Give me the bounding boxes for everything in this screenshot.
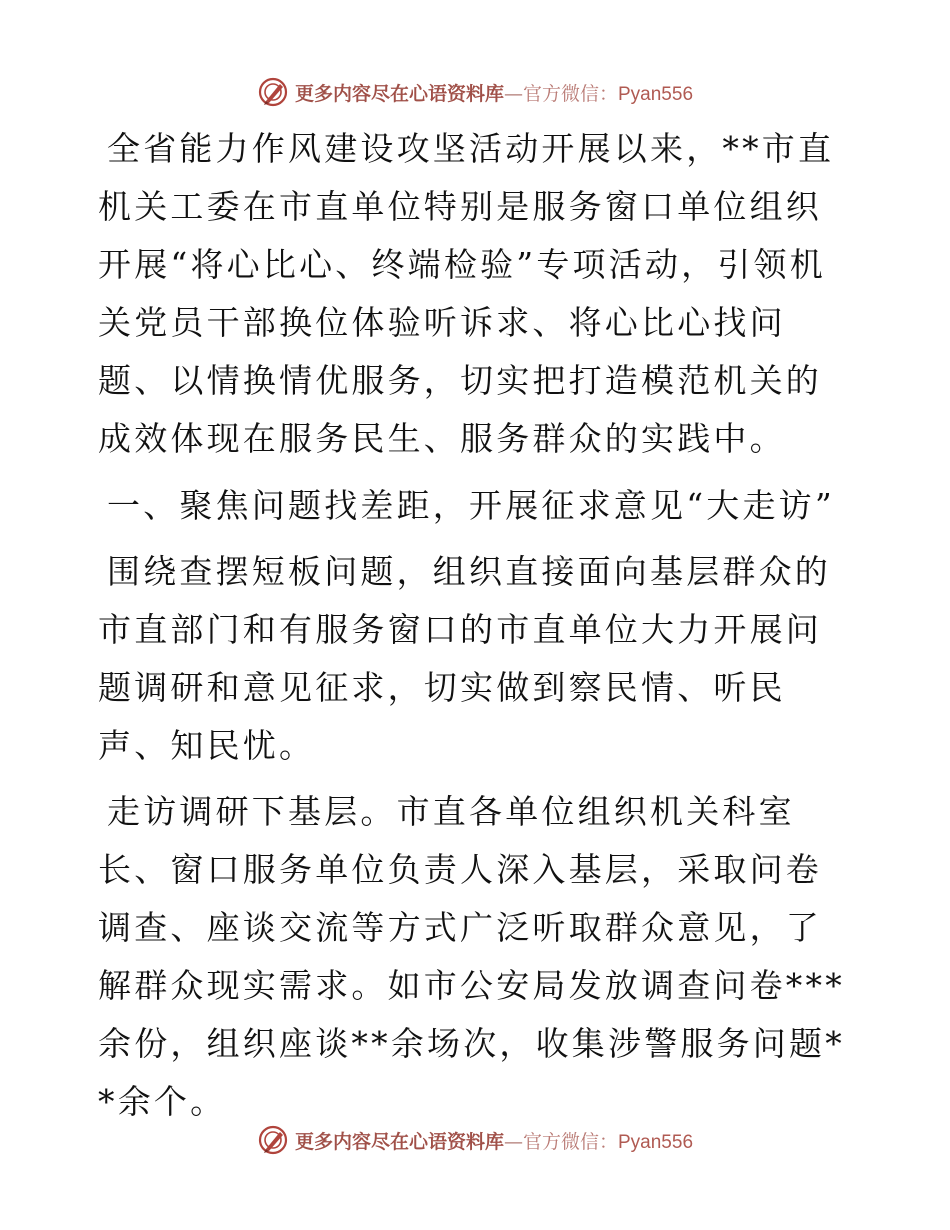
section-heading: 一、聚焦问题找差距，开展征求意见“大走访” <box>107 486 835 525</box>
watermark-wechat-id: Pyan556 <box>618 83 694 105</box>
pen-logo-icon <box>257 1124 289 1156</box>
section-paragraph: 围绕查摆短板问题，组织直接面向基层群众的市直部门和有服务窗口的市直单位大力开展问题调研和意见征求，切实做到察民情、听民声、知民忧。 <box>98 552 831 765</box>
watermark-text <box>295 1127 693 1154</box>
watermark-text <box>295 79 693 106</box>
watermark-main: 更多内容尽在心语资料库 <box>294 82 504 105</box>
watermark-official-label: 官方微信： <box>522 1130 618 1153</box>
watermark-main: 更多内容尽在心语资料库 <box>294 1130 504 1153</box>
document-body <box>98 120 858 1131</box>
watermark-separator: — <box>503 82 523 105</box>
watermark-wechat-id: Pyan556 <box>618 1131 694 1153</box>
visit-paragraph: 走访调研下基层。市直各单位组织机关科室长、窗口服务单位负责人深入基层，采取问卷调查、座谈交流等方式广泛听取群众意见，了解群众现实需求。如市公安局发放调查问卷***余份，组织座谈**余场次，收集涉警服务问题**余个。 <box>98 792 845 1121</box>
pen-logo-icon <box>257 76 289 108</box>
watermark-official-label: 官方微信： <box>522 82 618 105</box>
footer-watermark <box>0 1120 950 1160</box>
watermark-separator: — <box>503 1130 523 1153</box>
intro-paragraph: 全省能力作风建设攻坚活动开展以来，**市直机关工委在市直单位特别是服务窗口单位组织开展“将心比心、终端检验”专项活动，引领机关党员干部换位体验听诉求、将心比心找问题、以情换情优服务，切实把打造模范机关的成效体现在服务民生、服务群众的实践中。 <box>98 129 835 458</box>
header-watermark <box>0 72 950 112</box>
